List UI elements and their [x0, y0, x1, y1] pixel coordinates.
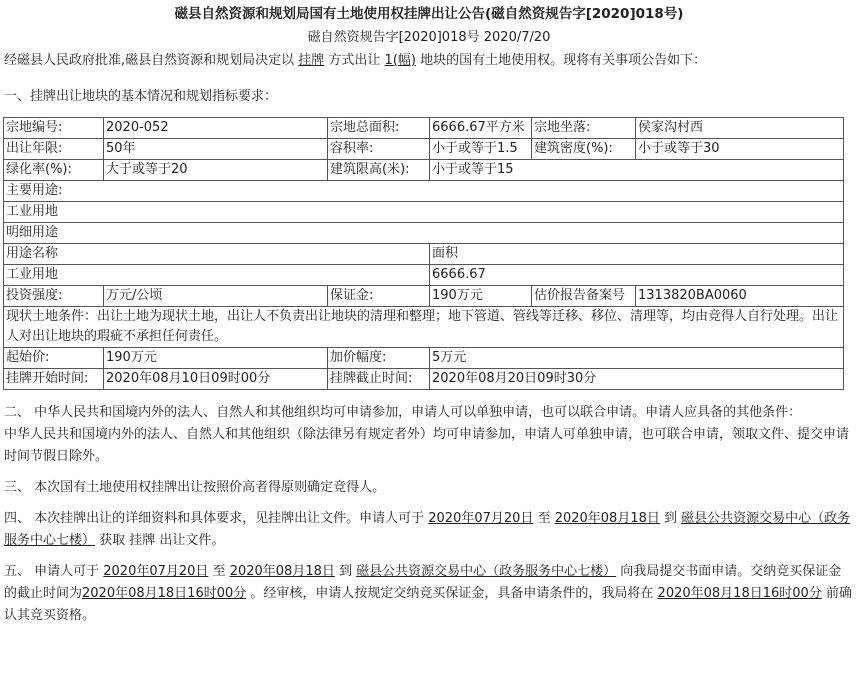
section5-text: 到	[334, 564, 357, 579]
section5	[0, 561, 858, 627]
table-row	[4, 244, 844, 265]
table-cell: 保证金:	[328, 286, 430, 307]
section1-heading: 一、挂牌出让地块的基本情况和规划指标要求：	[4, 89, 278, 104]
detail-use-label: 明细用途	[4, 223, 844, 244]
table-cell: 建筑限高(米):	[328, 160, 430, 181]
table-row	[4, 160, 844, 181]
section4-place: 磁县公共资源交易中心（政务服务中心七楼）	[4, 511, 851, 548]
section4-text: 到	[659, 511, 682, 526]
section5-end-date: 2020年08月18日	[229, 564, 335, 579]
table-cell: 宗地坐落:	[532, 118, 636, 139]
lead-text-3: 地块的国有土地使用权。现将有关事项公告如下：	[415, 53, 707, 68]
section4-text: 获取 挂牌 出让文件。	[95, 533, 225, 548]
table-cell: 宗地编号:	[4, 118, 104, 139]
table-cell: 2020年08月20日09时30分	[430, 369, 844, 390]
table-cell: 2020年08月10日09时00分	[104, 369, 328, 390]
section4-text: 四、 本次挂牌出让的详细资料和具体要求，见挂牌出让文件。申请人可于	[4, 511, 429, 526]
section5-place: 磁县公共资源交易中心（政务服务中心七楼）	[356, 564, 617, 579]
section5-confirm-date: 2020年08月18日16时00分	[657, 586, 822, 601]
table-cell: 万元/公顷	[104, 286, 328, 307]
table-cell: 小于或等于15	[430, 160, 844, 181]
table-cell: 小于或等于1.5	[430, 139, 532, 160]
lead-text-1: 经磁县人民政府批准,磁县自然资源和规划局决定以	[4, 53, 299, 68]
table-row	[4, 369, 844, 390]
table-cell: 挂牌开始时间:	[4, 369, 104, 390]
lead-method: 挂牌	[298, 53, 325, 68]
table-row	[4, 139, 844, 160]
table-cell: 投资强度:	[4, 286, 104, 307]
section5-text: 前确认其竞买资格。	[4, 586, 852, 623]
area-value: 6666.67	[430, 265, 844, 286]
use-name-label: 用途名称	[4, 244, 430, 265]
section2	[0, 402, 858, 468]
section4-start-date: 2020年07月20日	[428, 511, 534, 526]
section5-text: 。经审核，申请人按规定交纳竞买保证金，具备申请条件的，我局将在	[246, 586, 658, 601]
section5-text: 向我局提交书面申请。交纳竞买保证金的截止时间为	[4, 564, 842, 601]
document-number: 磁自然资规告字[2020]018号 2020/7/20	[307, 30, 551, 45]
main-use-value: 工业用地	[4, 202, 844, 223]
page-title: 磁县自然资源和规划局国有土地使用权挂牌出让公告(磁自然资规告字[2020]018号)	[174, 6, 684, 22]
main-use-label: 主要用途:	[4, 181, 844, 202]
table-cell: 估价报告备案号	[532, 286, 636, 307]
lead-text-2: 方式出让	[324, 53, 385, 68]
table-row	[4, 265, 844, 286]
table-cell: 加价幅度:	[328, 348, 430, 369]
use-name-value: 工业用地	[4, 265, 430, 286]
land-status-text: 现状土地条件：出让土地为现状土地，出让人不负责出让地块的清理和整理；地下管道、管线等迁移、移位、清理等，均由竞得人自行处理。出让人对出让地块的瑕疵不承担任何责任。	[4, 307, 844, 348]
table-cell: 容积率:	[328, 139, 430, 160]
table-cell: 2020-052	[104, 118, 328, 139]
table-row	[4, 118, 844, 139]
table-cell: 190万元	[430, 286, 532, 307]
table-cell: 1313820BA0060	[636, 286, 844, 307]
table-cell: 挂牌截止时间:	[328, 369, 430, 390]
announcement-page	[0, 3, 858, 675]
table-cell: 大于或等于20	[104, 160, 328, 181]
section5-start-date: 2020年07月20日	[103, 564, 209, 579]
section2-line1: 二、 中华人民共和国境内外的法人、自然人和其他组织均可申请参加，申请人可以单独申请，也可以联合申请。申请人应具备的其他条件：	[4, 405, 802, 420]
table-row	[4, 286, 844, 307]
table-cell: 建筑密度(%):	[532, 139, 636, 160]
section5-deposit-deadline: 2020年08月18日16时00分	[82, 586, 247, 601]
section4-text: 至	[533, 511, 555, 526]
table-cell: 190万元	[104, 348, 328, 369]
section3: 三、 本次国有土地使用权挂牌出让按照价高者得原则确定竞得人。	[4, 480, 386, 495]
table-cell: 侯家沟村西	[636, 118, 844, 139]
table-cell: 宗地总面积:	[328, 118, 430, 139]
section2-line2: 中华人民共和国境内外的法人、自然人和其他组织（除法律另有规定者外）均可申请参加，申请人可单独申请，也可联合申请，领取文件、提交申请时间节假日除外。	[4, 427, 850, 464]
section5-text: 至	[208, 564, 230, 579]
lead-count: 1(幅)	[384, 53, 416, 68]
table-row	[4, 348, 844, 369]
table-row	[4, 202, 844, 223]
section4	[0, 508, 858, 552]
table-cell: 绿化率(%):	[4, 160, 104, 181]
lead-paragraph	[0, 50, 858, 72]
table-row	[4, 181, 844, 202]
table-row	[4, 223, 844, 244]
table-cell: 出让年限:	[4, 139, 104, 160]
table-cell: 6666.67平方米	[430, 118, 532, 139]
table-cell: 小于或等于30	[636, 139, 844, 160]
parcel-info-table	[3, 117, 844, 390]
table-row	[4, 307, 844, 348]
table-cell: 起始价:	[4, 348, 104, 369]
section5-text: 五、 申请人可于	[4, 564, 104, 579]
table-cell: 50年	[104, 139, 328, 160]
area-label: 面积	[430, 244, 844, 265]
section4-end-date: 2020年08月18日	[554, 511, 660, 526]
table-cell: 5万元	[430, 348, 844, 369]
